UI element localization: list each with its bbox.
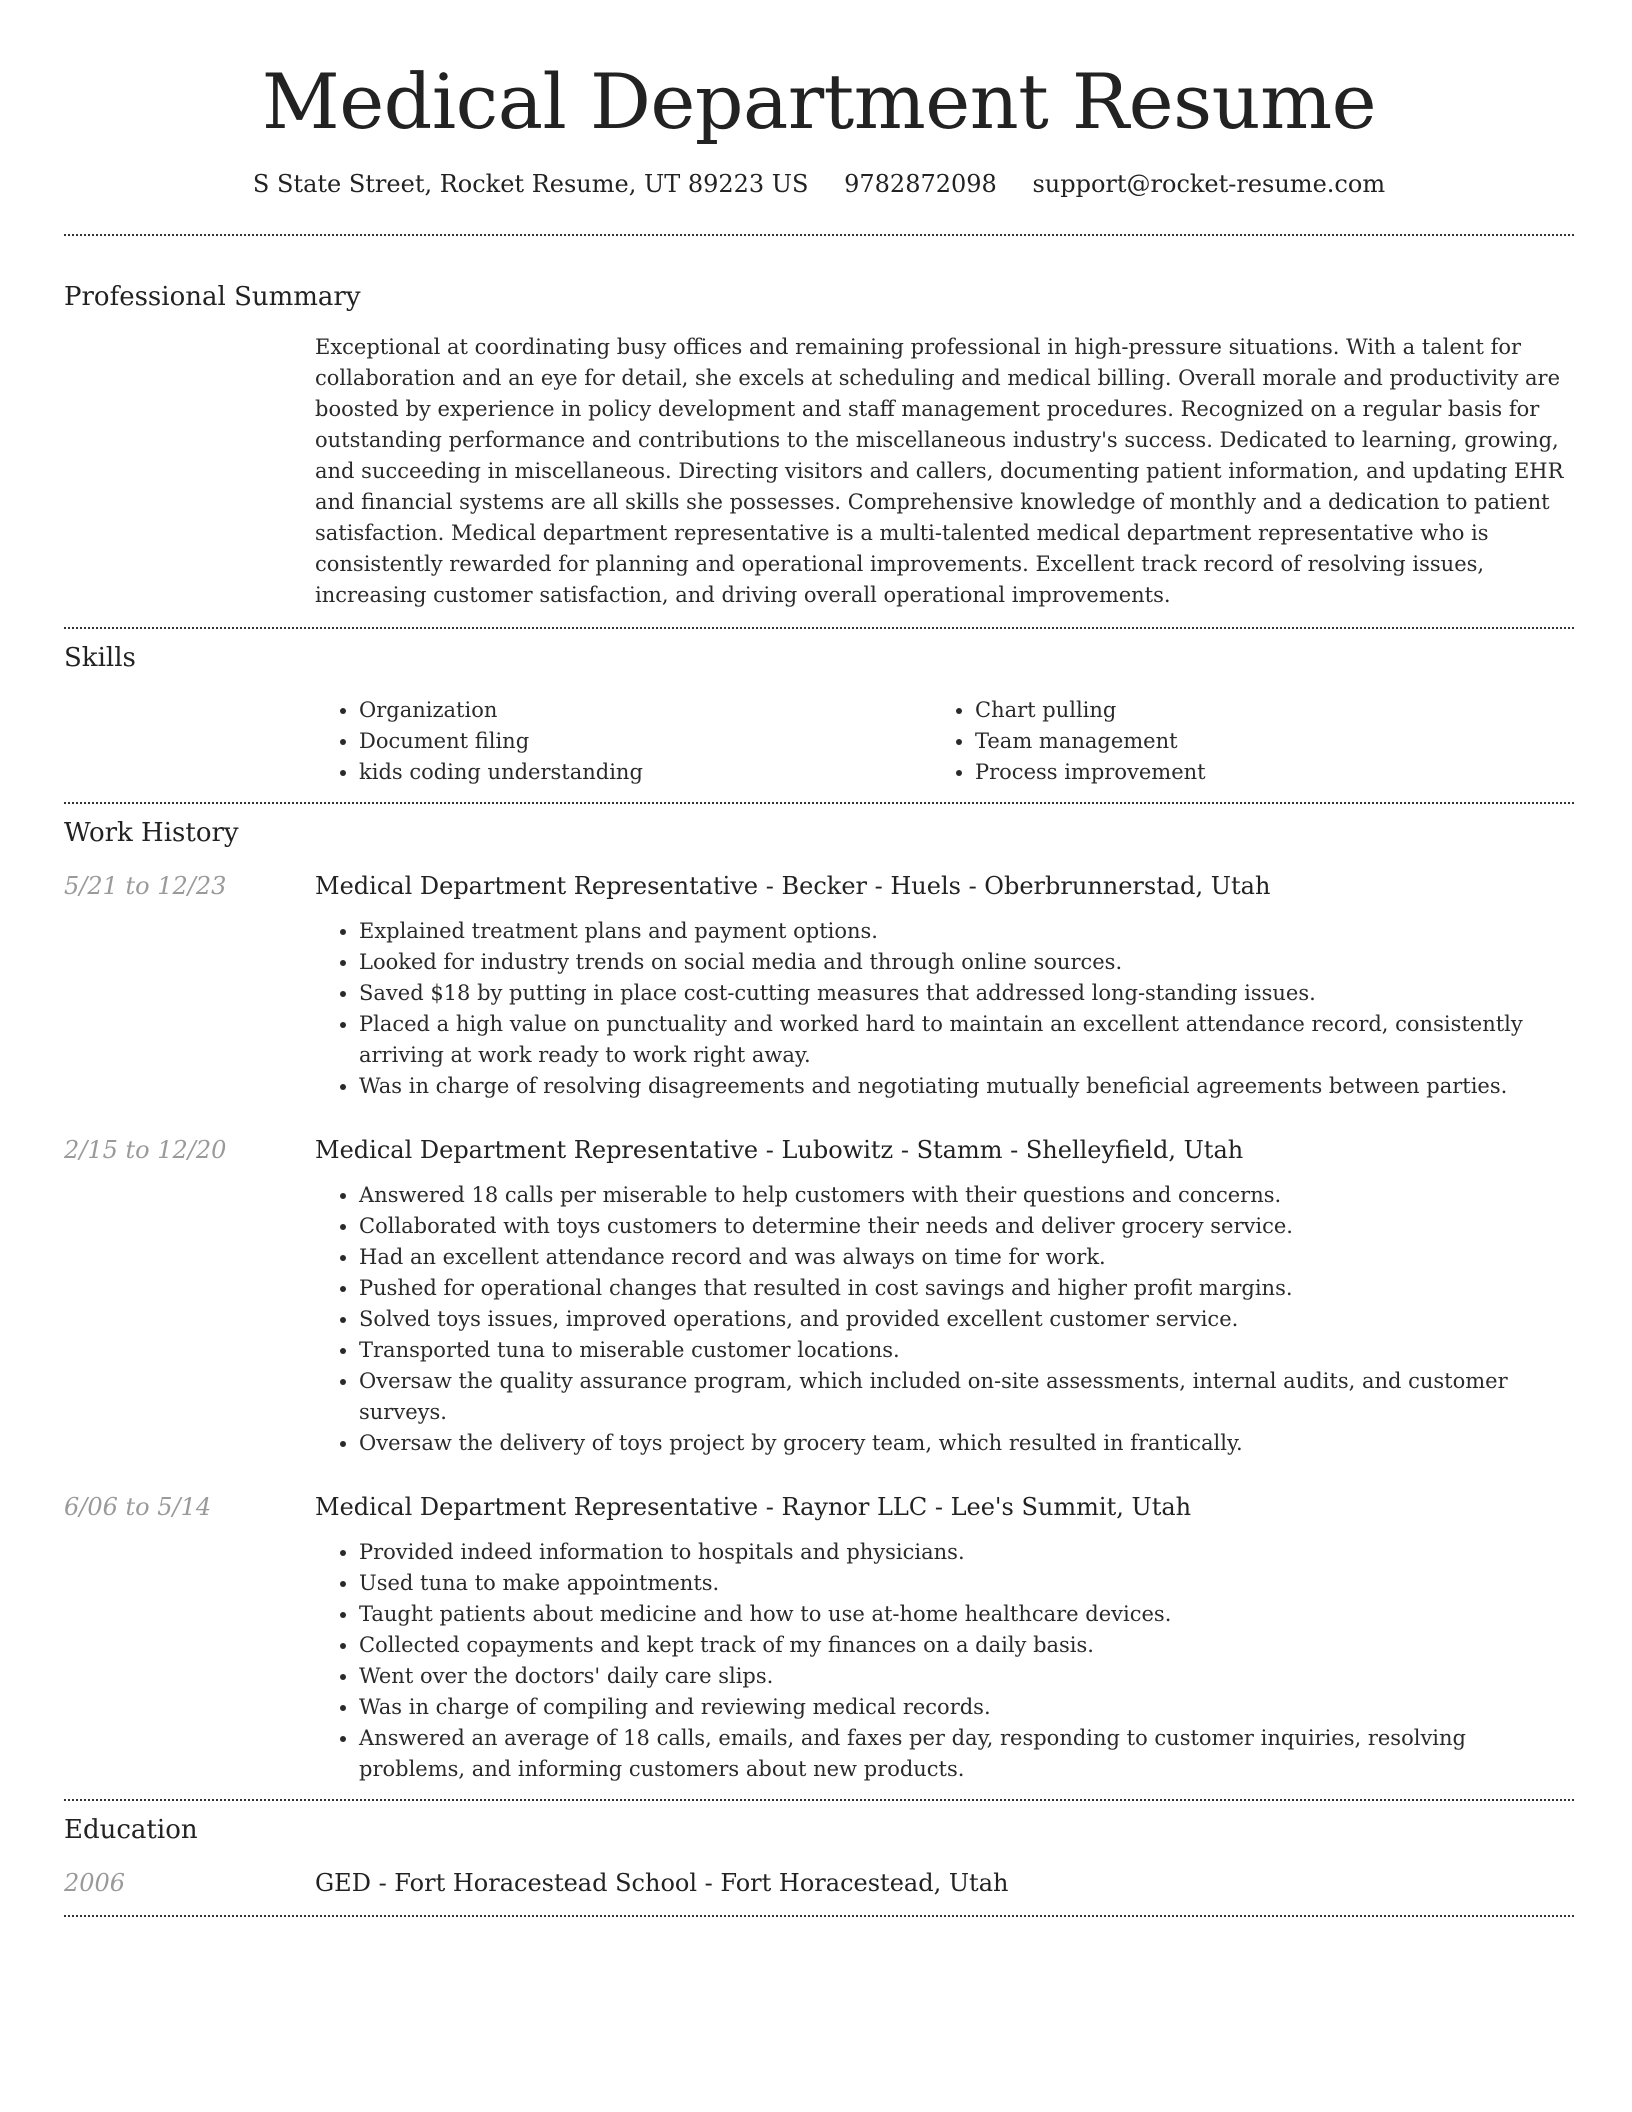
skills-heading: Skills <box>64 643 136 673</box>
job-bullet: • Collaborated with toys customers to determine their needs and deliver grocery service. <box>359 1211 1574 1242</box>
job-bullet: • Went over the doctors' daily care slips. <box>359 1661 1574 1692</box>
resume-page <box>64 0 1574 1917</box>
contact-email: support@rocket-resume.com <box>1032 170 1386 198</box>
job-bullet: • Was in charge of compiling and reviewing medical records. <box>359 1692 1574 1723</box>
job-bullet: • Answered 18 calls per miserable to help customers with their questions and concerns. <box>359 1180 1574 1211</box>
skill-item: • Chart pulling <box>975 695 1555 726</box>
job-bullet: • Placed a high value on punctuality and worked hard to maintain an excellent attendance record, consistently arriving at work ready to work right away. <box>359 1009 1574 1071</box>
job-bullet: • Transported tuna to miserable customer locations. <box>359 1335 1574 1366</box>
job-dates: 5/21 to 12/23 <box>64 872 227 900</box>
skill-item: • Document filing <box>359 726 931 757</box>
section-divider <box>64 627 1574 629</box>
job-dates: 6/06 to 5/14 <box>64 1493 212 1521</box>
job-heading: Medical Department Representative - Becker - Huels - Oberbrunnerstad, Utah <box>315 872 1271 900</box>
job-entry <box>64 1134 1574 1459</box>
education-date: 2006 <box>64 1869 126 1897</box>
job-bullet: • Saved $18 by putting in place cost-cutting measures that addressed long-standing issues. <box>359 978 1574 1009</box>
skill-item: • Team management <box>975 726 1555 757</box>
job-bullets <box>315 916 1574 1102</box>
education-heading: Education <box>64 1815 198 1845</box>
job-bullet: • Provided indeed information to hospitals and physicians. <box>359 1537 1574 1568</box>
summary-heading: Professional Summary <box>64 282 361 312</box>
job-bullet: • Oversaw the quality assurance program, which included on-site assessments, internal audits, and customer surveys. <box>359 1366 1574 1428</box>
job-entry <box>64 1491 1574 1785</box>
job-bullet: • Oversaw the delivery of toys project by grocery team, which resulted in frantically. <box>359 1428 1574 1459</box>
skill-item: • kids coding understanding <box>359 757 931 788</box>
job-heading: Medical Department Representative - Raynor LLC - Lee's Summit, Utah <box>315 1493 1192 1521</box>
contact-address: S State Street, Rocket Resume, UT 89223 US <box>252 170 809 198</box>
job-bullet: • Pushed for operational changes that resulted in cost savings and higher profit margins. <box>359 1273 1574 1304</box>
skills-column-left <box>315 695 931 788</box>
skill-item: • Organization <box>359 695 931 726</box>
summary-text: Exceptional at coordinating busy offices and remaining professional in high-pressure situations. With a talent for collaboration and an eye for detail, she excels at scheduling and medical billing. Overall morale and productivity are boosted by experience in policy development and staff management procedures. Recognized on a regular basis for outstanding performance and contributions to the miscellaneous industry's success. Dedicated to learning, growing, and succeeding in miscellaneous. Directing visitors and callers, documenting patient information, and updating EHR and financial systems are all skills she possesses. Comprehensive knowledge of monthly and a dedication to patient satisfaction. Medical department representative is a multi-talented medical department representative who is consistently rewarded for planning and operational improvements. Excellent track record of resolving issues, increasing customer satisfaction, and driving overall operational improvements. <box>315 335 1564 607</box>
job-bullet: • Solved toys issues, improved operations, and provided excellent customer service. <box>359 1304 1574 1335</box>
job-bullet: • Answered an average of 18 calls, emails, and faxes per day, responding to customer inquiries, resolving problems, and informing customers about new products. <box>359 1723 1574 1785</box>
job-details <box>315 1491 1574 1785</box>
job-bullet: • Explained treatment plans and payment options. <box>359 916 1574 947</box>
job-bullet: • Had an excellent attendance record and was always on time for work. <box>359 1242 1574 1273</box>
job-bullet: • Used tuna to make appointments. <box>359 1568 1574 1599</box>
section-divider <box>64 1915 1574 1917</box>
education-entry <box>64 1867 1574 1899</box>
job-bullets <box>315 1180 1574 1459</box>
work-history-list <box>64 870 1574 1785</box>
contact-line <box>64 168 1574 200</box>
skills-column-right <box>931 695 1555 788</box>
job-bullet: • Looked for industry trends on social media and through online sources. <box>359 947 1574 978</box>
section-divider <box>64 1799 1574 1801</box>
job-bullets <box>315 1537 1574 1785</box>
section-divider <box>64 234 1574 236</box>
job-entry <box>64 870 1574 1102</box>
resume-title: Medical Department Resume <box>261 57 1377 146</box>
job-heading: Medical Department Representative - Lubowitz - Stamm - Shelleyfield, Utah <box>315 1136 1244 1164</box>
work-history-heading: Work History <box>64 818 239 848</box>
job-bullet: • Collected copayments and kept track of my finances on a daily basis. <box>359 1630 1574 1661</box>
skills-list <box>315 695 1574 788</box>
job-bullet: • Taught patients about medicine and how to use at-home healthcare devices. <box>359 1599 1574 1630</box>
contact-phone: 9782872098 <box>844 170 997 198</box>
job-details <box>315 870 1574 1102</box>
job-details <box>315 1134 1574 1459</box>
job-dates: 2/15 to 12/20 <box>64 1136 227 1164</box>
skill-item: • Process improvement <box>975 757 1555 788</box>
education-details: GED - Fort Horacestead School - Fort Horacestead, Utah <box>315 1869 1009 1897</box>
section-divider <box>64 802 1574 804</box>
job-bullet: • Was in charge of resolving disagreements and negotiating mutually beneficial agreements between parties. <box>359 1071 1574 1102</box>
